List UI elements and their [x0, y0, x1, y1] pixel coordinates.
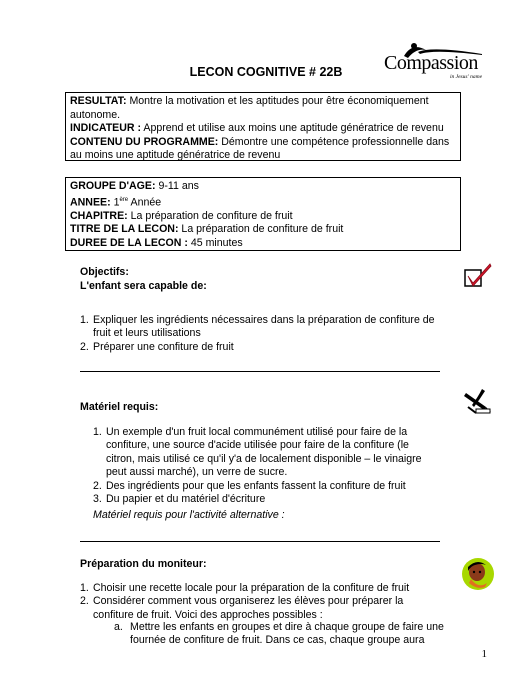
materials-list: [93, 426, 438, 506]
list-item-text: Préparer une confiture de fruit: [93, 340, 234, 353]
list-item-number: 2.: [80, 595, 89, 608]
preparation-heading: Préparation du moniteur:: [80, 558, 207, 570]
outcome-box: [65, 92, 461, 161]
logo-wordmark: Compassion: [384, 52, 478, 74]
alternative-materials-note: Matériel requis pour l'activité alternative :: [93, 509, 285, 521]
preparation-list: [80, 582, 442, 622]
list-item-text: Considérer comment vous organiserez les élèves pour préparer la confiture de fruit. Voici des approches possibles :: [93, 595, 404, 621]
annee-text: Année: [128, 196, 162, 209]
titre-label: TITRE DE LA LECON:: [70, 223, 179, 236]
chapitre-line: [70, 210, 456, 224]
annee-superscript: ère: [119, 196, 129, 203]
pencil-tools-icon: [462, 385, 494, 415]
list-item-text: Des ingrédients pour que les enfants fassent la confiture de fruit: [106, 479, 406, 492]
annee-number: 1: [110, 196, 120, 209]
list-item: [93, 480, 438, 493]
list-item-text: Mettre les enfants en groupes et dire à chaque groupe de faire une fournée de confiture de fruit. Dans ce cas, chaque groupe aura: [130, 621, 444, 647]
indicateur-label: INDICATEUR :: [70, 122, 142, 135]
duree-line: [70, 237, 456, 251]
page-number: 1: [481, 648, 487, 660]
list-item-number: 1.: [93, 426, 102, 438]
resultat-text: Montre la motivation et les aptitudes pour être économiquement autonome.: [70, 95, 429, 121]
groupe-text: 9-11 ans: [155, 180, 199, 192]
teacher-face-icon: [461, 557, 495, 591]
indicateur-line: [70, 122, 456, 136]
list-item: [114, 621, 444, 648]
list-item-number: 1.: [80, 582, 89, 594]
objectives-list: [80, 314, 440, 354]
materials-heading: Matériel requis:: [80, 401, 159, 413]
lesson-info-box: [65, 177, 461, 251]
list-item-number: 2.: [80, 340, 89, 353]
list-item: [93, 426, 438, 480]
groupe-line: [70, 180, 456, 194]
list-item-text: Expliquer les ingrédients nécessaires dans la préparation de confiture de fruit et leurs utilisations: [93, 314, 435, 340]
contenu-text: Démontre une compétence professionnelle dans au moins une aptitude génératrice de revenu: [70, 135, 450, 162]
duree-label: DUREE DE LA LECON :: [70, 236, 188, 249]
list-item-text: Du papier et du matériel d'écriture: [106, 493, 266, 506]
list-item: [80, 595, 442, 622]
titre-text: La préparation de confiture de fruit: [178, 223, 344, 236]
list-item-letter: a.: [114, 621, 123, 633]
section-divider: [80, 371, 440, 372]
section-divider: [80, 541, 440, 542]
compassion-logo: [382, 40, 492, 88]
list-item-number: 3.: [93, 493, 102, 506]
groupe-label: GROUPE D'AGE:: [70, 180, 156, 192]
list-item: [80, 341, 440, 354]
contenu-line: [70, 136, 456, 163]
checkbox-check-icon: [463, 262, 493, 288]
annee-line: [70, 194, 456, 210]
chapitre-text: La préparation de confiture de fruit: [127, 209, 293, 222]
annee-label: ANNEE:: [70, 196, 111, 209]
duree-text: 45 minutes: [187, 236, 243, 249]
list-item-text: Choisir une recette locale pour la préparation de la confiture de fruit: [93, 582, 410, 594]
list-item: [80, 314, 440, 341]
list-item-text: Un exemple d'un fruit local communément utilisé pour faire de la confiture, une source d'acide utilisée pour faire de la confiture (le citron, mais utilisé ce qu'il y'a de localement disponible – le vinaigre peut aussi marché), un verre de sucre.: [106, 426, 422, 479]
contenu-label: CONTENU DU PROGRAMME:: [70, 135, 219, 148]
chapitre-label: CHAPITRE:: [70, 209, 128, 222]
preparation-sublist: [114, 621, 444, 648]
logo-tagline: in Jesus' name: [450, 74, 483, 80]
list-item-number: 1.: [80, 314, 89, 326]
list-item: [80, 582, 442, 595]
list-item-number: 2.: [93, 479, 102, 492]
objectives-subtitle: L'enfant sera capable de:: [80, 279, 207, 292]
resultat-line: [70, 95, 456, 122]
titre-line: [70, 223, 456, 237]
resultat-label: RESULTAT:: [70, 95, 127, 107]
list-item: [93, 493, 438, 506]
objectives-heading: [80, 266, 207, 293]
indicateur-text: Apprend et utilise aux moins une aptitude génératrice de revenu: [141, 122, 444, 135]
page-title: LECON COGNITIVE # 22B: [189, 65, 343, 79]
objectives-title: Objectifs:: [80, 266, 129, 278]
